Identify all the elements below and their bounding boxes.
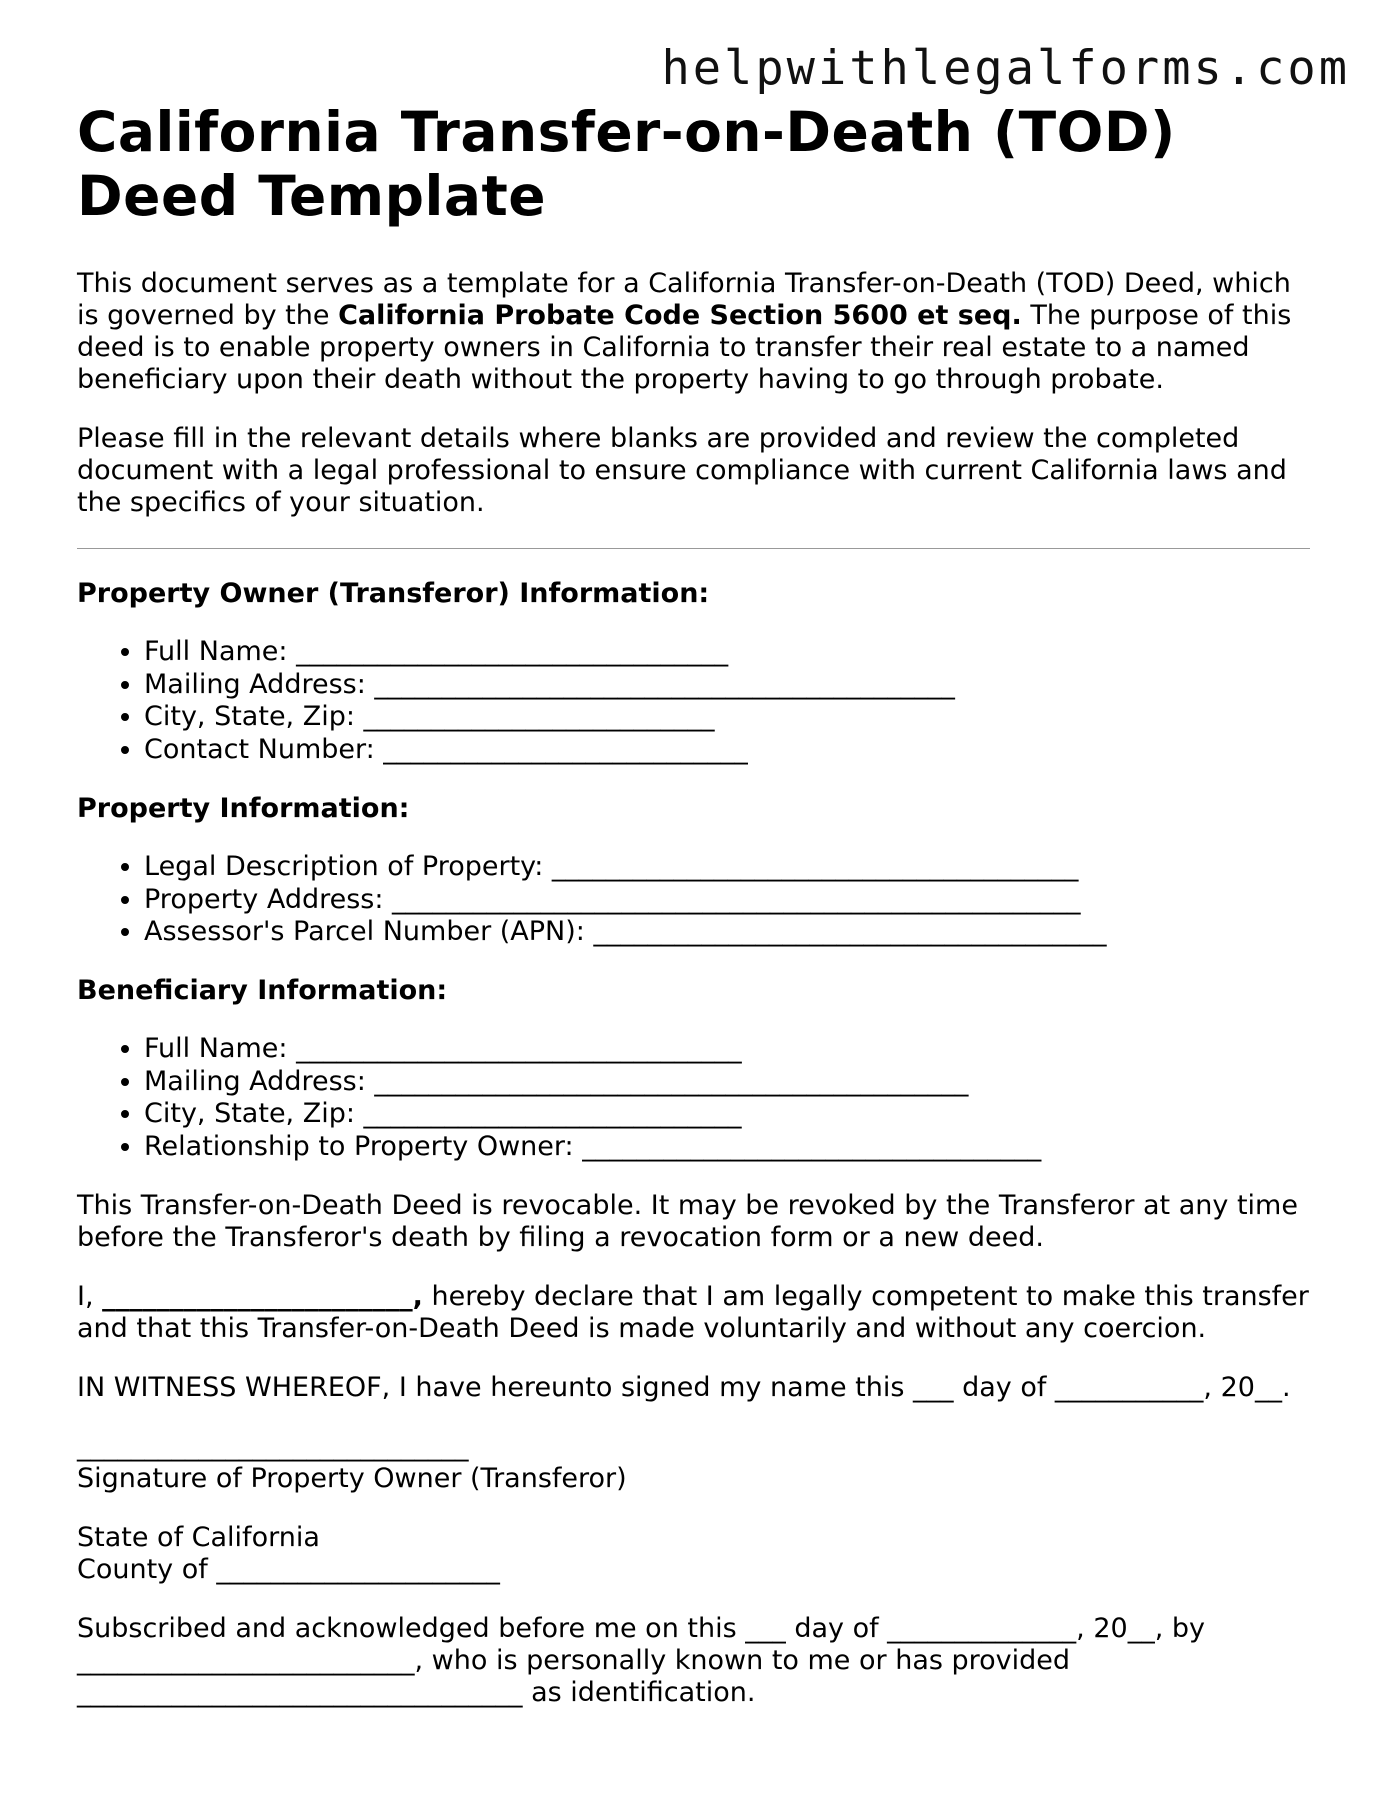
document-page — [77, 40, 1317, 1709]
signature-block — [77, 1431, 1317, 1495]
revocable-paragraph: This Transfer-on-Death Deed is revocable. It may be revoked by the Transferor at any time before the Transferor's death by filing a revocation form or a new deed. — [77, 1189, 1298, 1253]
acknowledgment-line-3: _________________________________ as identification. — [77, 1676, 756, 1708]
owner-section-title: Property Owner (Transferor) Information: — [77, 578, 710, 609]
signature-label: Signature of Property Owner (Transferor) — [77, 1462, 627, 1494]
declaration-start: I, — [77, 1280, 103, 1312]
declaration-end: hereby declare that I am legally competent to make this transfer and that this Transfer-on-Death Deed is made voluntarily and without any coercion. — [77, 1280, 1309, 1344]
property-section-title: Property Information: — [77, 792, 410, 824]
intro-text-end: The purpose of this deed is to enable property owners in California to transfer their real estate to a named beneficiary upon their death without the property having to go through probate. — [77, 300, 1292, 395]
notary-county: County of _____________________ — [77, 1553, 500, 1585]
notary-state: State of California — [77, 1521, 320, 1553]
declaration-paragraph — [77, 1281, 1317, 1345]
property-field-list — [77, 851, 1317, 949]
beneficiary-full-name-field: • Full Name: _________________________________ — [144, 1033, 1317, 1066]
intro-paragraph-1 — [77, 268, 1317, 396]
signature-line: _____________________________ — [77, 1430, 469, 1462]
owner-contact-number-field: • Contact Number: ___________________________ — [144, 734, 1317, 767]
witness-paragraph: IN WITNESS WHEREOF, I have hereunto signed my name this ___ day of ___________, 20__. — [77, 1371, 1291, 1403]
owner-field-list — [77, 636, 1317, 767]
property-address-field: • Property Address: ___________________________________________________ — [144, 884, 1317, 917]
beneficiary-section-title: Beneficiary Information: — [77, 974, 448, 1006]
probate-code-reference: California Probate Code Section 5600 et seq. — [338, 300, 1022, 331]
declarant-name-blank: _______________________, — [102, 1280, 423, 1312]
apn-field: • Assessor's Parcel Number (APN): ______________________________________ — [144, 916, 1317, 949]
owner-mailing-address-field: • Mailing Address: ___________________________________________ — [144, 669, 1317, 702]
legal-description-field: • Legal Description of Property: _______________________________________ — [144, 851, 1317, 884]
document-title: California Transfer-on-Death (TOD) Deed Template — [77, 100, 1176, 228]
owner-full-name-field: • Full Name: ________________________________ — [144, 636, 1317, 669]
acknowledgment-paragraph — [77, 1613, 1317, 1709]
beneficiary-city-state-zip-field: • City, State, Zip: ____________________________ — [144, 1098, 1317, 1131]
notary-venue — [77, 1522, 1317, 1586]
owner-city-state-zip-field: • City, State, Zip: __________________________ — [144, 701, 1317, 734]
beneficiary-mailing-address-field: • Mailing Address: ____________________________________________ — [144, 1066, 1317, 1099]
watermark-text: helpwithlegalforms.com — [661, 41, 1350, 96]
intro-paragraph-2: Please fill in the relevant details where blanks are provided and review the completed document with a legal professional to ensure compliance with current California laws and the specifics of your situation. — [77, 423, 1287, 518]
beneficiary-field-list — [77, 1033, 1317, 1164]
beneficiary-relationship-field: • Relationship to Property Owner: __________________________________ — [144, 1131, 1317, 1164]
acknowledgment-line-2: _________________________, who is personally known to me or has provided — [77, 1644, 1071, 1676]
section-divider — [77, 548, 1310, 549]
acknowledgment-line-1: Subscribed and acknowledged before me on this ___ day of ______________, 20__, by — [77, 1612, 1205, 1644]
intro-text-start: This document serves as a template for a California Transfer-on-Death (TOD) Deed, which is governed by the — [77, 268, 1291, 331]
